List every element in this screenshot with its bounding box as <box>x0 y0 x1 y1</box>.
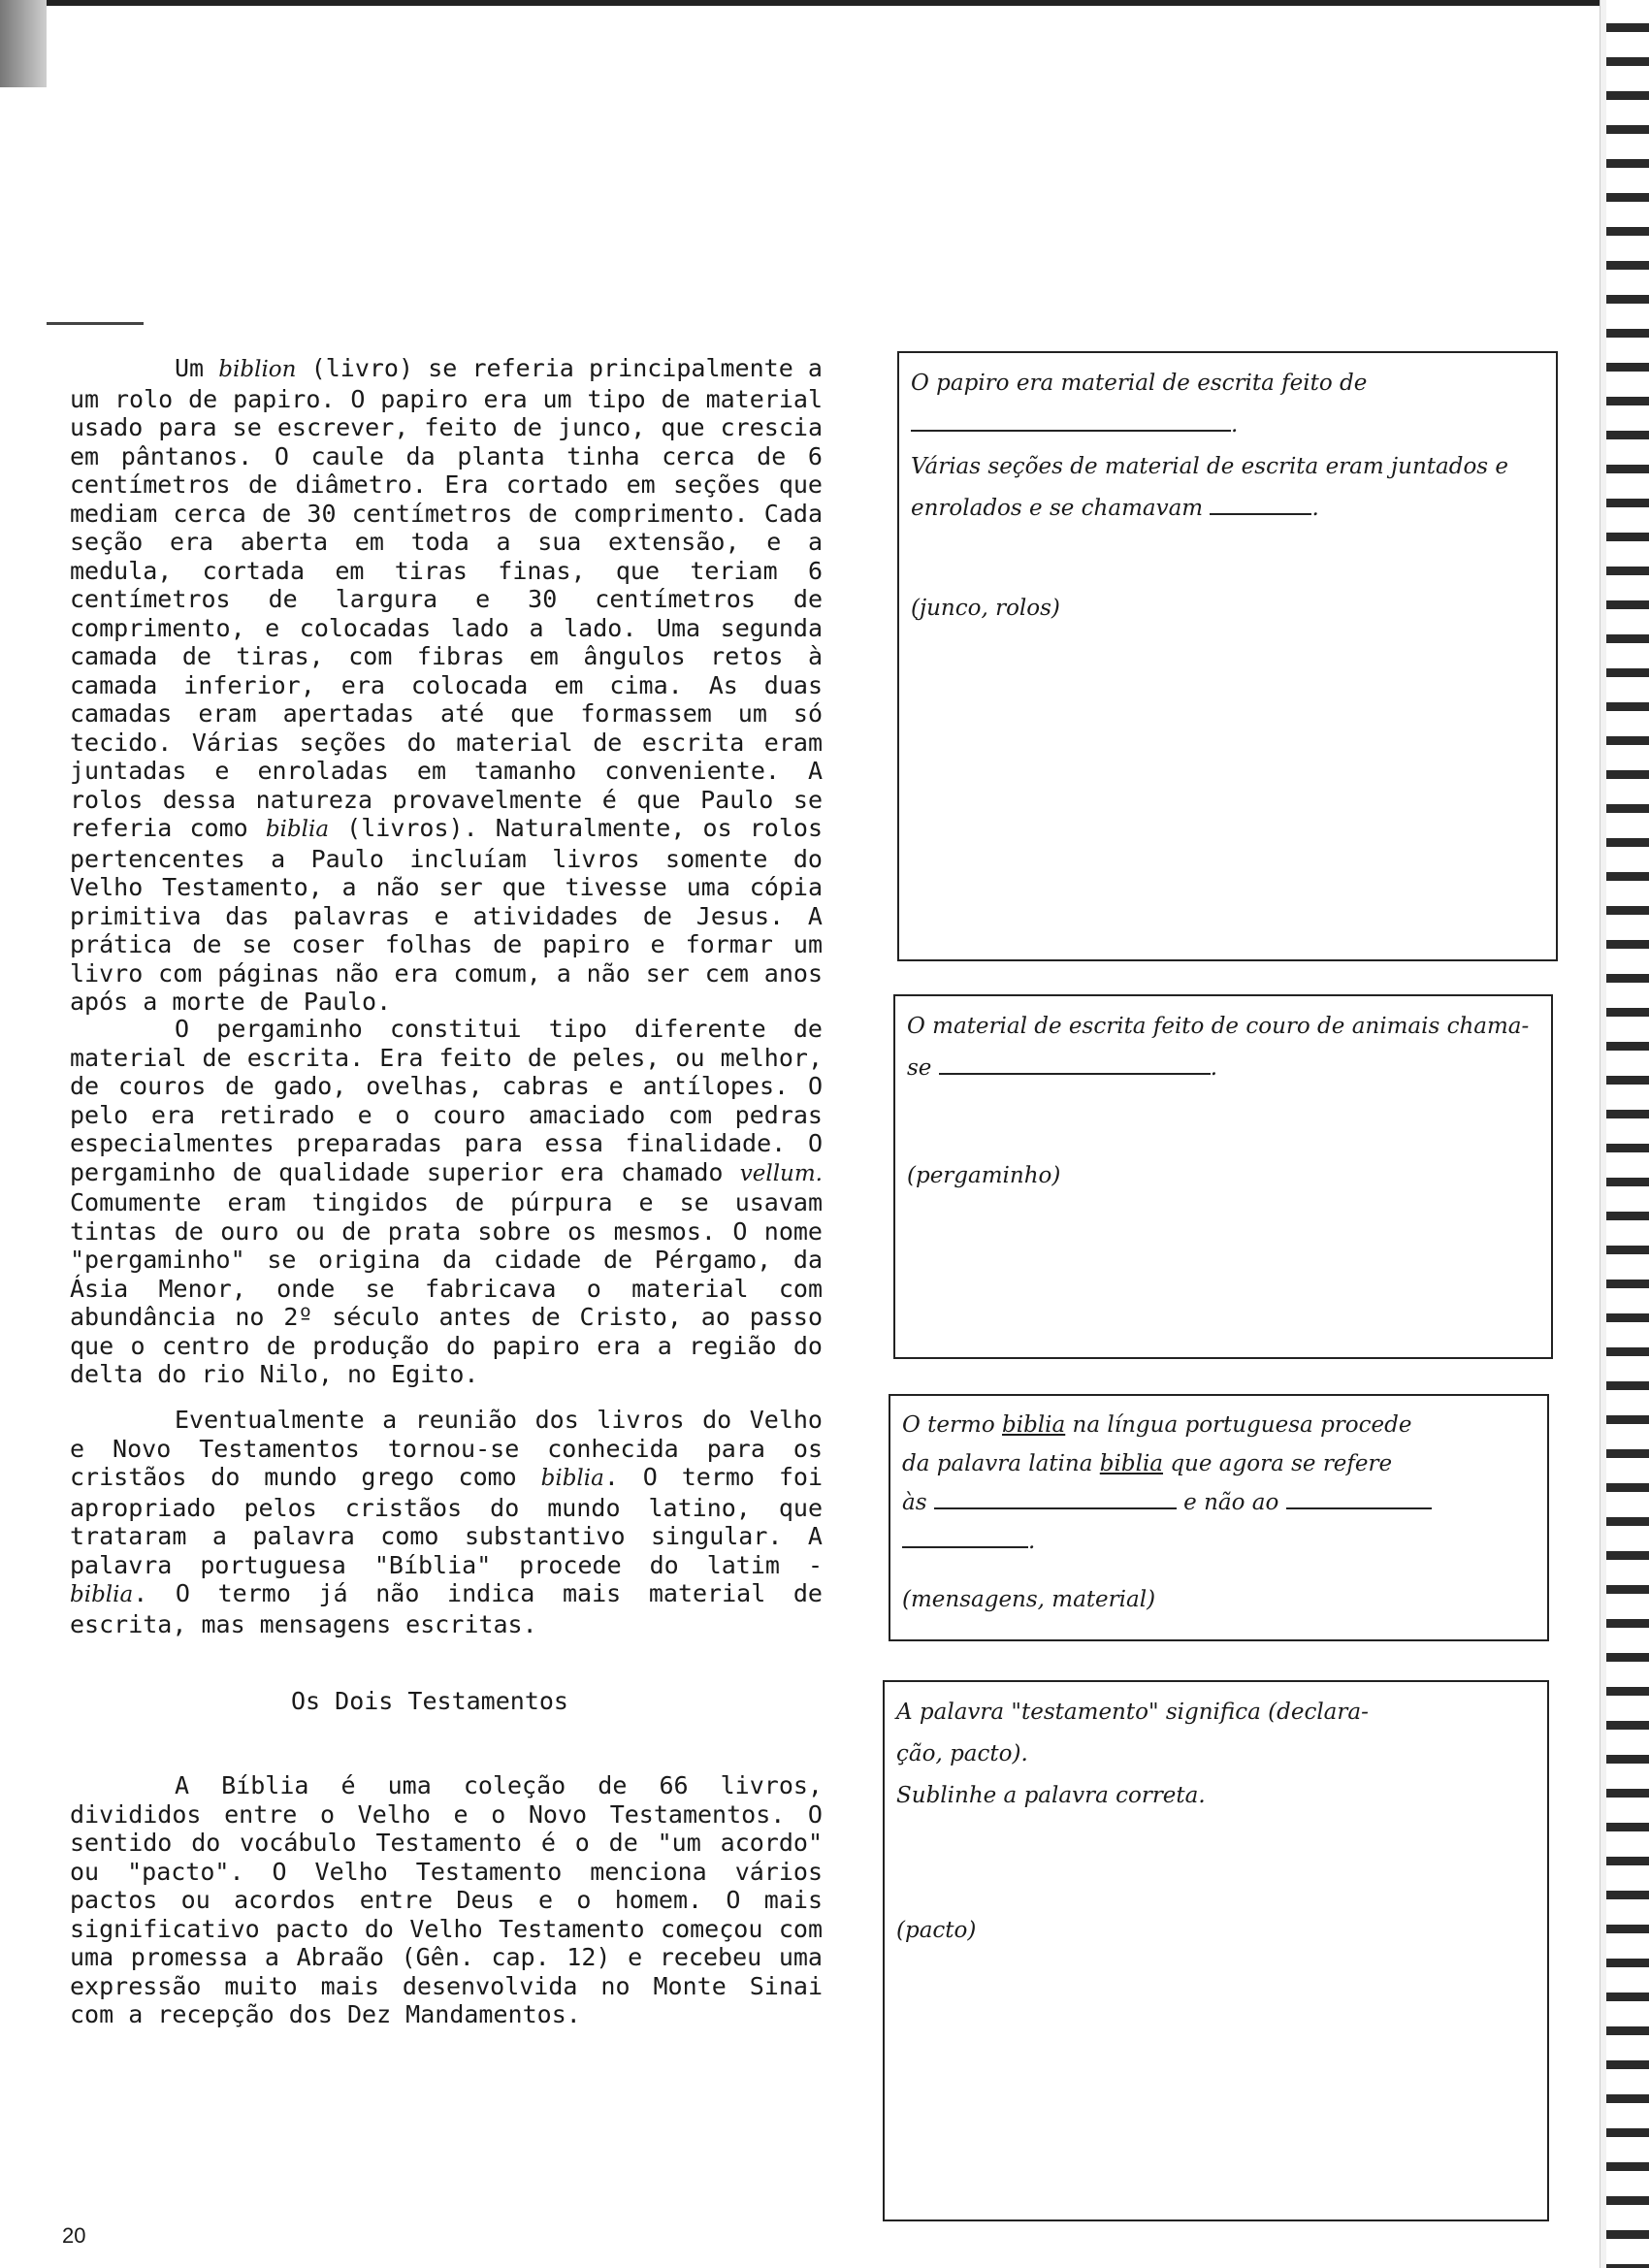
answer-key: (mensagens, material) <box>902 1587 1156 1612</box>
answer-blank[interactable] <box>939 1053 1211 1075</box>
exercise-line: O termo biblia na língua portuguesa procede <box>902 1412 1412 1438</box>
term: vellum. <box>739 1160 823 1186</box>
paragraph-biblia <box>70 1406 823 1638</box>
text: . O termo foi apropriado pelos cristãos do mundo latino, que trataram a palavra como substantivo singular. A palavra portuguesa "Bíblia" procede do latim - <box>70 1463 823 1579</box>
text: (livros). Naturalmente, os rolos pertencentes a Paulo incluíam livros somente do Velho Testamento, a não ser que tivesse uma cópia primitiva das palavras e atividades de Jesus. A prática de se coser folhas de papiro e formar um livro com páginas não era comum, a não ser cem anos após a morte de Paulo. <box>70 814 823 1016</box>
exercise-box-2 <box>893 994 1553 1359</box>
exercise-line: O material de escrita feito de couro de animais chama-se . <box>907 1014 1530 1081</box>
answer-key: (pacto) <box>896 1918 977 1943</box>
text: . O termo já não indica mais material de escrita, mas mensagens escritas. <box>70 1579 823 1638</box>
margin-mark <box>47 322 144 325</box>
text: Comumente eram tingidos de púrpura e se usavam tintas de ouro ou de prata sobre os mesmos. O nome "pergaminho" se origina da cidade de Pérgamo, da Ásia Menor, onde se fabricava o material com abundância no 2º século antes de Cristo, ao passo que o centro de produção do papiro era a região do delta do rio Nilo, no Egito. <box>70 1188 823 1388</box>
term: biblia <box>265 817 330 842</box>
answer-blank[interactable] <box>1286 1488 1432 1509</box>
term: biblia <box>540 1466 604 1491</box>
text: (livro) se referia principalmente a um rolo de papiro. O papiro era um tipo de material usado para se escrever, feito de junco, que crescia em pântanos. O caule da planta tinha cerca de 6 centímetros de diâmetro. Era cortado em seções que mediam cerca de 30 centímetros de comprimento. Cada seção era aberta em toda a sua extensão, e a medula, cortada em tiras finas, que teriam 6 centímetros de largura e 30 centímetros de comprimento, e colocadas lado a lado. Uma segunda camada de tiras, com fibras em ângulos retos à camada inferior, era colocada em cima. As duas camadas eram apertadas até que formassem um só tecido. Várias seções do material de escrita eram juntadas e enroladas em tamanho conveniente. A rolos dessa natureza provavelmente é que Paulo se referia como <box>70 354 823 842</box>
term: biblion <box>218 357 297 382</box>
text: A Bíblia é uma coleção de 66 livros, divididos entre o Velho e o Novo Testamentos. O sentido do vocábulo Testamento é o de "um acordo" ou "pacto". O Velho Testamento menciona vários pactos ou acordos entre Deus e o homem. O mais significativo pacto do Velho Testamento começou com uma promessa a Abraão (Gên. cap. 12) e recebeu uma expressão muito mais desenvolvida no Monte Sinai com a recepção dos Dez Mandamentos. <box>70 1771 823 2028</box>
answer-blank[interactable] <box>911 410 1231 432</box>
paragraph-biblion <box>70 354 823 1017</box>
text: Um <box>175 354 205 382</box>
answer-blank[interactable] <box>1210 494 1311 515</box>
answer-blank[interactable] <box>934 1488 1177 1509</box>
exercise-box-3: O termo biblia na língua portuguesa procede da palavra latina biblia que agora se refere às e não ao . (mensagens, material) <box>889 1394 1549 1641</box>
answer-blank[interactable] <box>902 1527 1028 1548</box>
page-number: 20 <box>62 2223 86 2248</box>
text: Eventualmente a reunião dos livros do Velho e Novo Testamentos tornou-se conhecida para os cristãos do mundo grego como <box>70 1406 823 1491</box>
section-heading: Os Dois Testamentos <box>291 1687 568 1715</box>
exercise-line: às e não ao <box>902 1483 1536 1522</box>
exercise-box-4 <box>883 1680 1549 2221</box>
exercise-line: ção, pacto). <box>896 1741 1028 1766</box>
paragraph-pergaminho <box>70 1015 823 1389</box>
paragraph-testamentos <box>70 1771 823 2029</box>
term: biblia <box>70 1582 134 1607</box>
exercise-line: O papiro era material de escrita feito de <box>911 371 1368 396</box>
exercise-line: da palavra latina biblia que agora se refere <box>902 1451 1393 1476</box>
answer-key: (junco, rolos) <box>911 596 1060 621</box>
binding-edge <box>1600 0 1606 2268</box>
text: O pergaminho constitui tipo diferente de material de escrita. Era feito de peles, ou melhor, de couros de gado, ovelhas, cabras e antílopes. O pelo era retirado e o couro amaciado com pedras especialmentes preparadas para essa finalidade. O pergaminho de qualidade superior era chamado <box>70 1015 823 1186</box>
exercise-line: A palavra "testamento" significa (declara- <box>896 1700 1369 1725</box>
exercise-line: Várias seções de material de escrita eram juntados e enrolados e se chamavam . <box>911 454 1509 521</box>
exercise-line: Sublinhe a palavra correta. <box>896 1783 1206 1808</box>
spiral-binding <box>1606 0 1649 2268</box>
scan-edge <box>0 0 47 87</box>
answer-key: (pergaminho) <box>907 1163 1061 1188</box>
exercise-box-1: O papiro era material de escrita feito de . Várias seções de material de escrita eram juntados e enrolados e se chamavam . (junco, rolos) <box>897 351 1558 961</box>
top-border <box>17 0 1608 6</box>
